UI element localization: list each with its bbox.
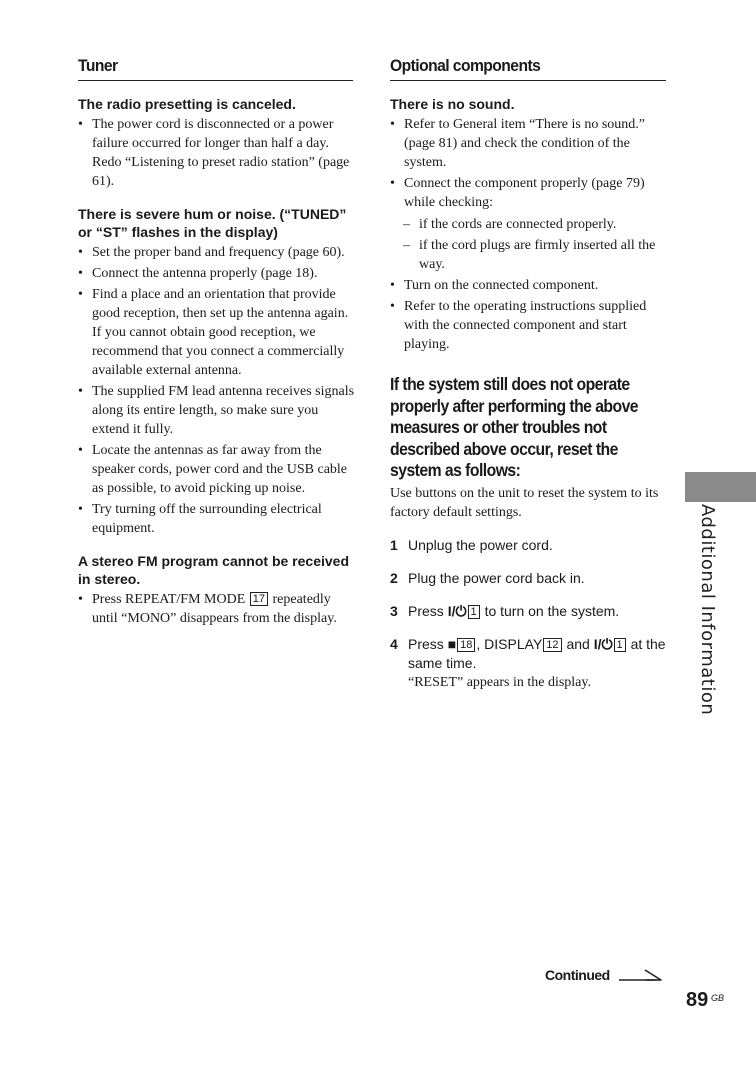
list-item: • The power cord is disconnected or a power failure occurred for longer than half a day. Redo “Listening to preset radio station” (page 61). [78, 115, 355, 191]
button-number-badge: 12 [543, 638, 561, 652]
section-tab-marker [685, 472, 756, 502]
tuner-section [78, 56, 355, 628]
step-number: 4 [390, 635, 398, 652]
step-note: “RESET” appears in the display. [408, 674, 591, 690]
dash-item: – if the cord plugs are firmly inserted all the way. [390, 236, 668, 274]
bullet-list [390, 115, 668, 354]
list-item [78, 590, 355, 628]
button-number-badge: 17 [250, 592, 268, 606]
step-text: , DISPLAY [476, 635, 543, 652]
item-text: Press REPEAT/FM MODE [92, 592, 246, 607]
list-item: • Connect the antenna properly (page 18). [78, 264, 355, 283]
step-text: Press [408, 602, 444, 619]
button-number-badge: 18 [457, 638, 475, 652]
step-text: and [566, 635, 590, 652]
list-item: • Refer to General item “There is no sound.” (page 81) and check the condition of the system. [390, 115, 668, 172]
optional-section [390, 56, 668, 692]
subheading-no-sound: There is no sound. [390, 96, 515, 112]
bullet-list [78, 590, 355, 628]
button-number-badge: 1 [614, 638, 626, 652]
subheading-stereo-fm: A stereo FM program cannot be received in stereo. [78, 553, 349, 587]
step-2 [390, 569, 668, 588]
dash-list [390, 215, 668, 274]
step-number: 2 [390, 569, 398, 586]
step-text: Press [408, 635, 444, 652]
side-section-label: Additional Information [697, 504, 718, 716]
step-4 [390, 635, 668, 692]
stop-icon: ■ [447, 635, 457, 652]
item-text: Connect the component properly (page 79) while checking: [404, 176, 645, 210]
reset-intro: Use buttons on the unit to reset the system to its factory default settings. [390, 485, 659, 520]
step-3 [390, 602, 668, 621]
continued-label: Continued [545, 967, 610, 983]
list-item: • Locate the antennas as far away from the speaker cords, power cord and the USB cable as possible, to avoid picking up noise. [78, 441, 355, 498]
step-1 [390, 536, 668, 555]
reset-heading: If the system still does not operate properly after performing the above measures or other troubles not described above occur, reset the system as follows: [390, 374, 639, 480]
subheading-presetting-canceled: The radio presetting is canceled. [78, 96, 296, 112]
step-number: 3 [390, 602, 398, 619]
list-item: • The supplied FM lead antenna receives signals along its entire length, so make sure you extend it fully. [78, 382, 355, 439]
list-item [390, 174, 668, 274]
bullet-list [78, 243, 355, 538]
step-text: Plug the power cord back in. [408, 569, 585, 586]
step-number: 1 [390, 536, 398, 553]
power-icon: I/⏻ [447, 602, 467, 619]
page-suffix: GB [711, 993, 725, 1003]
section-heading-optional: Optional components [390, 56, 666, 81]
power-icon: I/⏻ [593, 635, 613, 652]
step-text: to turn on the system. [484, 602, 620, 619]
section-heading-tuner: Tuner [78, 56, 353, 81]
list-item: • Find a place and an orientation that provide good reception, then set up the antenna again. If you cannot obtain good reception, we recommend that you connect a commercially available external antenna. [78, 285, 355, 380]
list-item: • Try turning off the surrounding electrical equipment. [78, 500, 355, 538]
list-item: • Set the proper band and frequency (page 60). [78, 243, 355, 262]
step-text: at the same time. [408, 635, 666, 671]
subheading-hum-noise: There is severe hum or noise. (“TUNED” or “ST” flashes in the display) [78, 206, 347, 240]
list-item: • Refer to the operating instructions supplied with the connected component and start playing. [390, 297, 668, 354]
dash-item: – if the cords are connected properly. [390, 215, 668, 234]
page-number: 89 [686, 989, 709, 1011]
list-item: • Turn on the connected component. [390, 276, 668, 295]
bullet-list [78, 115, 355, 191]
step-text: Unplug the power cord. [408, 536, 553, 553]
button-number-badge: 1 [468, 605, 480, 619]
item-text: repeatedly until “MONO” disappears from the display. [92, 592, 337, 626]
continued-arrow-icon [617, 966, 665, 986]
